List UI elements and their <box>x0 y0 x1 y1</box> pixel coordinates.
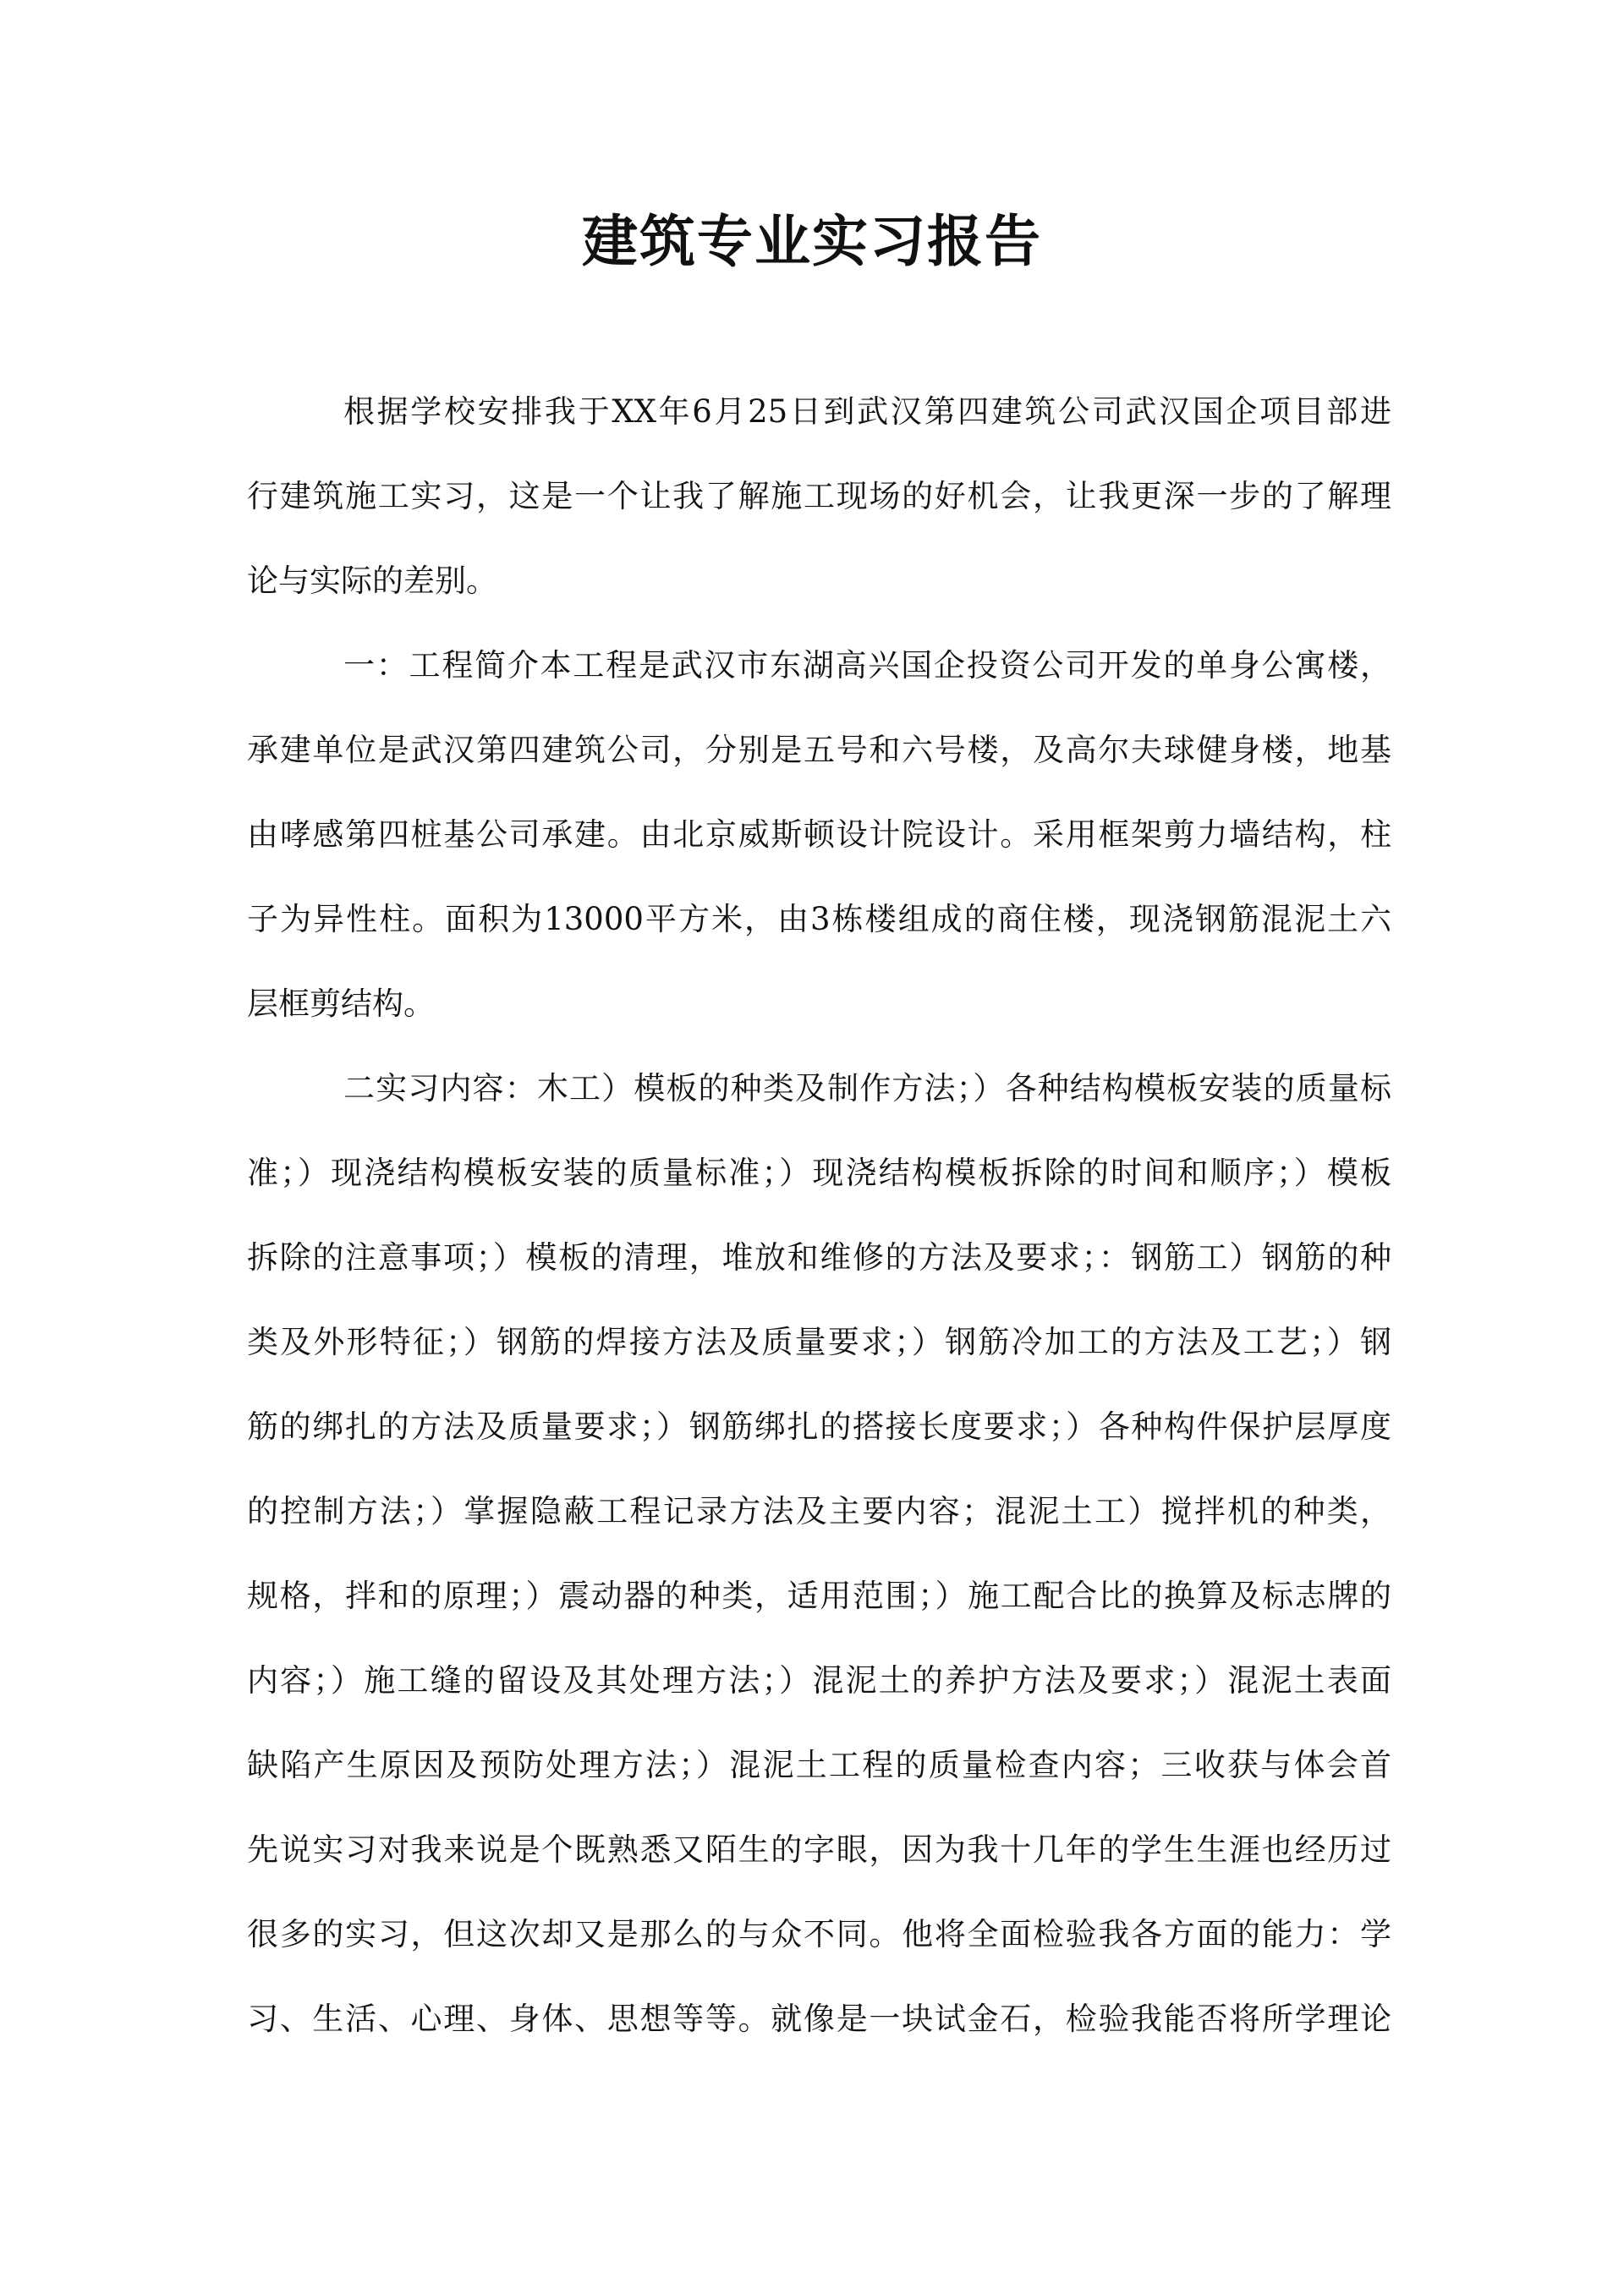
text-line: 缺陷产生原因及预防处理方法；）混泥土工程的质量检查内容；三收获与体会首 <box>247 1747 1391 1783</box>
text-line: 层框剪结构。 <box>247 986 435 1022</box>
text-line: 拆除的注意事项；）模板的清理，堆放和维修的方法及要求；：钢筋工）钢筋的种 <box>247 1239 1391 1276</box>
text-line: 论与实际的差别。 <box>247 563 497 599</box>
text-line: 习、生活、心理、身体、思想等等。就像是一块试金石，检验我能否将所学理论 <box>247 2001 1391 2037</box>
paragraph-2 <box>247 623 1391 1046</box>
text-line: 承建单位是武汉第四建筑公司，分别是五号和六号楼，及高尔夫球健身楼，地基 <box>247 732 1391 768</box>
text-line: 由哮感第四桩基公司承建。由北京威斯顿设计院设计。采用框架剪力墙结构，柱 <box>247 816 1391 853</box>
text-line: 先说实习对我来说是个既熟悉又陌生的字眼，因为我十几年的学生生涯也经历过 <box>247 1831 1391 1868</box>
document-title: 建筑专业实习报告 <box>582 208 1042 274</box>
text-line: 二实习内容：木工）模板的种类及制作方法；）各种结构模板安装的质量标 <box>343 1070 1391 1106</box>
text-line: 一：工程简介本工程是武汉市东湖高兴国企投资公司开发的单身公寓楼， <box>343 647 1391 684</box>
paragraph-3 <box>247 1046 1391 2062</box>
paragraph-1 <box>247 370 1391 623</box>
text-line: 的控制方法；）掌握隐蔽工程记录方法及主要内容；混泥土工）搅拌机的种类， <box>247 1493 1391 1529</box>
text-line: 行建筑施工实习，这是一个让我了解施工现场的好机会，让我更深一步的了解理 <box>247 478 1391 514</box>
text-line: 类及外形特征；）钢筋的焊接方法及质量要求；）钢筋冷加工的方法及工艺；）钢 <box>247 1324 1391 1360</box>
text-line: 子为异性柱。面积为13000平方米，由3栋楼组成的商住楼，现浇钢筋混泥土六 <box>247 901 1391 937</box>
text-line: 根据学校安排我于XX年6月25日到武汉第四建筑公司武汉国企项目部进 <box>343 393 1391 430</box>
text-line: 筋的绑扎的方法及质量要求；）钢筋绑扎的搭接长度要求；）各种构件保护层厚度 <box>247 1408 1391 1445</box>
text-line: 内容；）施工缝的留设及其处理方法；）混泥土的养护方法及要求；）混泥土表面 <box>247 1662 1391 1699</box>
document-body <box>247 370 1391 2062</box>
text-line: 很多的实习，但这次却又是那么的与众不同。他将全面检验我各方面的能力：学 <box>247 1916 1391 1952</box>
text-line: 规格，拌和的原理；）震动器的种类，适用范围；）施工配合比的换算及标志牌的 <box>247 1578 1391 1614</box>
text-line: 准；）现浇结构模板安装的质量标准；）现浇结构模板拆除的时间和顺序；）模板 <box>247 1155 1391 1191</box>
